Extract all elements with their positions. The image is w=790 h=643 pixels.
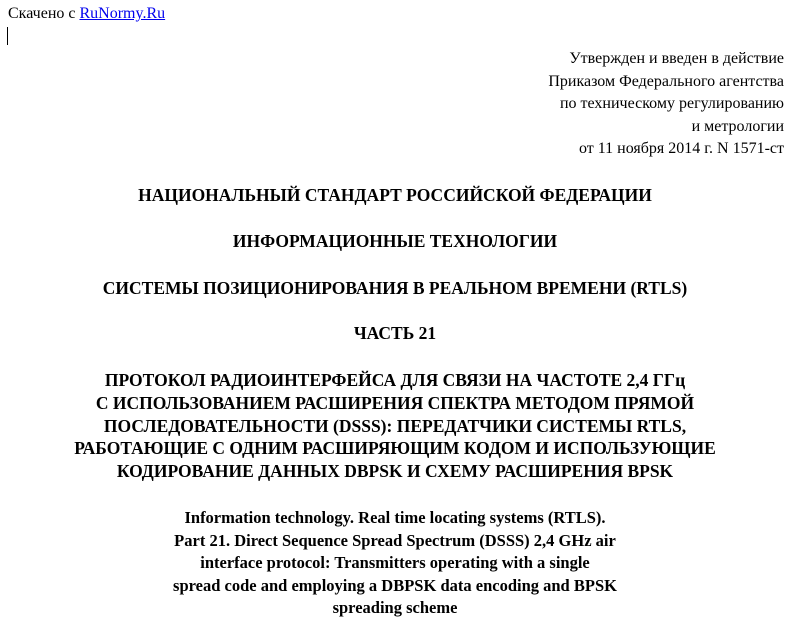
protocol-title-line: ПРОТОКОЛ РАДИОИНТЕРФЕЙСА ДЛЯ СВЯЗИ НА ЧАСТОТЕ 2,4 ГГц	[104, 370, 686, 390]
subject-title: ИНФОРМАЦИОННЫЕ ТЕХНОЛОГИИ	[232, 231, 558, 251]
protocol-title-line: ПОСЛЕДОВАТЕЛЬНОСТИ (DSSS): ПЕРЕДАТЧИКИ СИСТЕМЫ RTLS,	[103, 415, 687, 436]
part-title: ЧАСТЬ 21	[353, 323, 437, 343]
english-title-line: interface protocol: Transmitters operating with a single	[200, 553, 590, 572]
standard-title: НАЦИОНАЛЬНЫЙ СТАНДАРТ РОССИЙСКОЙ ФЕДЕРАЦИИ	[138, 185, 652, 205]
approval-line: от 11 ноября 2014 г. N 1571-ст	[578, 140, 784, 157]
download-source	[8, 4, 165, 24]
english-title-line: Part 21. Direct Sequence Spread Spectrum (DSSS) 2,4 GHz air	[174, 530, 616, 550]
approval-block	[548, 48, 784, 161]
approval-line: и метрологии	[691, 117, 784, 135]
approval-line: Утвержден и введен в действие	[569, 50, 784, 67]
protocol-title-line: КОДИРОВАНИЕ ДАННЫХ DBPSK И СХЕМУ РАСШИРЕНИЯ BPSK	[116, 461, 674, 482]
approval-line: Приказом Федерального агентства	[548, 72, 784, 90]
runormy-link[interactable]: RuNormy.Ru	[79, 5, 166, 22]
english-title	[0, 507, 790, 620]
download-source-prefix: Скачено с	[8, 5, 76, 22]
series-title: СИСТЕМЫ ПОЗИЦИОНИРОВАНИЯ В РЕАЛЬНОМ ВРЕМЕНИ (RTLS)	[102, 278, 688, 298]
english-title-line: spreading scheme	[332, 598, 458, 617]
text-cursor	[7, 27, 8, 45]
protocol-title-line: С ИСПОЛЬЗОВАНИЕМ РАСШИРЕНИЯ СПЕКТРА МЕТОДОМ ПРЯМОЙ	[95, 392, 695, 413]
protocol-title	[0, 369, 790, 483]
english-title-line: spread code and employing a DBPSK data encoding and BPSK	[173, 575, 617, 595]
protocol-title-line: РАБОТАЮЩИЕ С ОДНИМ РАСШИРЯЮЩИМ КОДОМ И ИСПОЛЬЗУЮЩИЕ	[74, 438, 716, 459]
english-title-line: Information technology. Real time locating systems (RTLS).	[184, 508, 606, 527]
approval-line: по техническому регулированию	[559, 95, 784, 112]
